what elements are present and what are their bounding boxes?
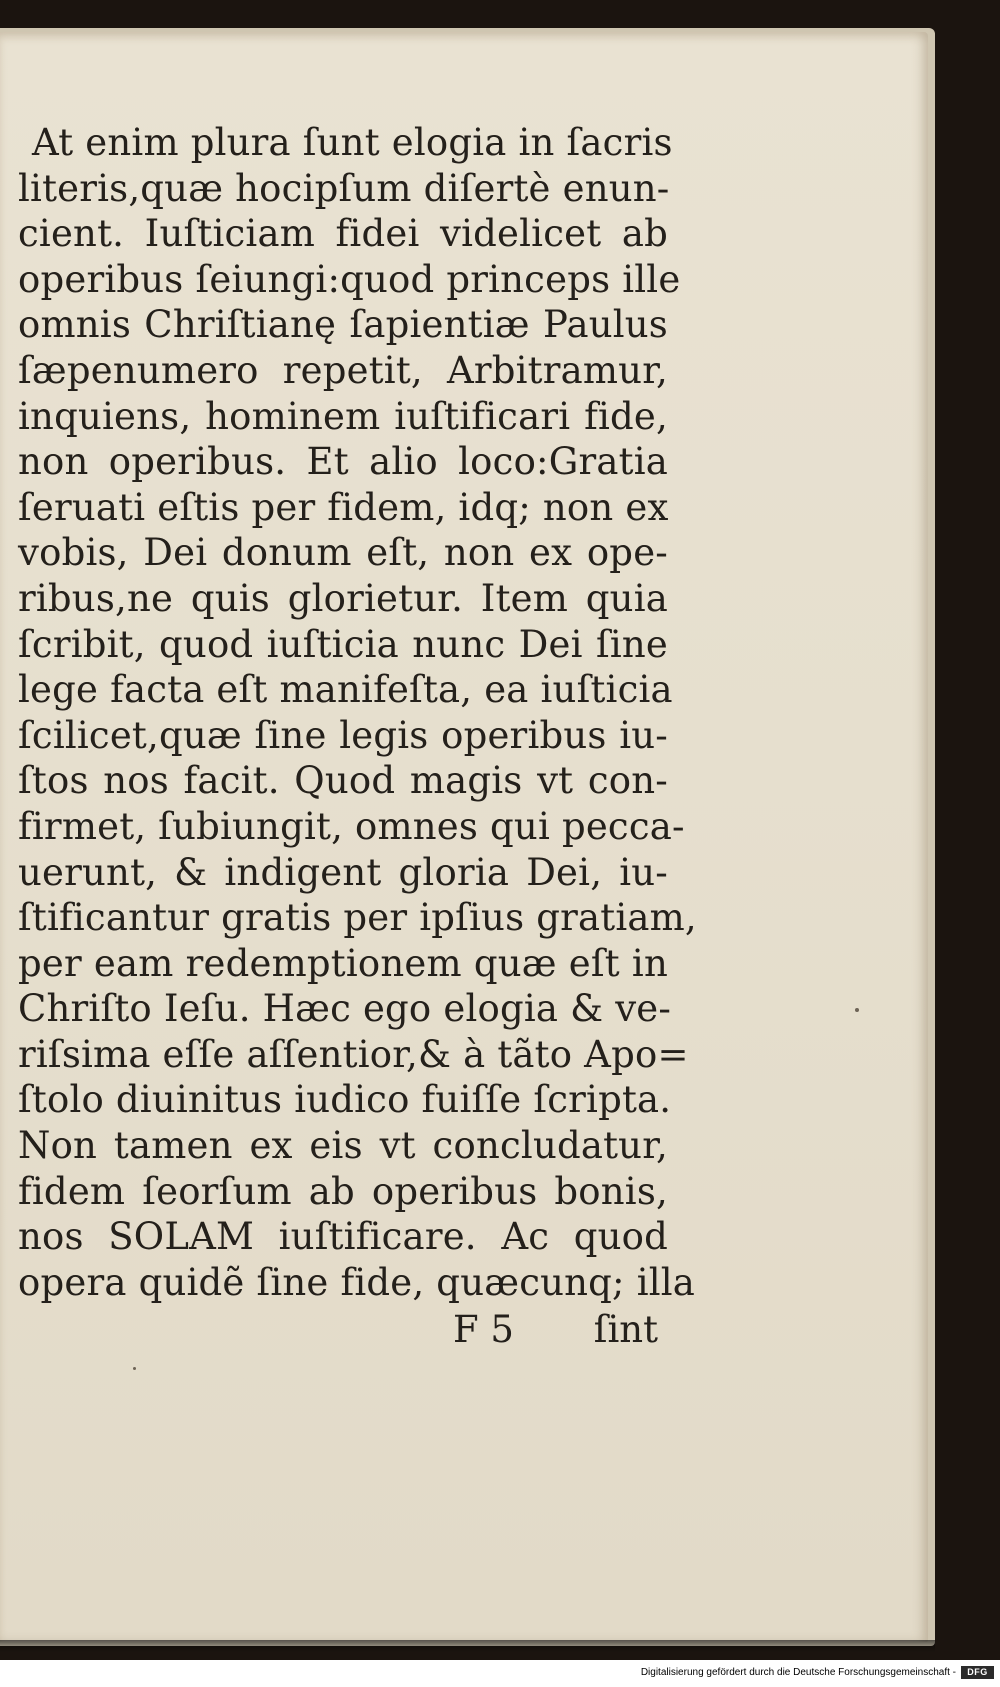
dfg-logo: DFG (961, 1666, 994, 1679)
text-line: Non tamen ex eis vt concludatur, (18, 1124, 668, 1168)
text-line: ſtos nos facit. Quod magis vt con- (18, 759, 668, 803)
text-line: Chriſto Ieſu. Hæc ego elogia & ve- (18, 987, 672, 1031)
text-line: ſcilicet,quæ ſine legis operibus iu- (18, 713, 668, 757)
text-line: lege facta eſt manifeſta, ea iuſticia (18, 668, 673, 712)
text-line: non operibus. Et alio loco:Gratia (18, 440, 668, 484)
text-line: riſsima eſſe aſſentior,& à tãto Apo= (18, 1032, 689, 1076)
text-line: opera quidẽ ſine fide, quæcunq; illa (18, 1260, 696, 1304)
signature-mark: F 5 (453, 1308, 514, 1351)
text-line: operibus ſeiungi:quod princeps ille (18, 257, 681, 301)
text-line: omnis Chriſtianę ſapientiæ Paulus (18, 303, 668, 347)
text-line: uerunt, & indigent gloria Dei, iu- (18, 850, 668, 894)
catchword: ſint (593, 1308, 658, 1351)
text-line: literis,quæ hocipſum diſertè enun- (18, 166, 670, 210)
text-line: ſtificantur gratis per ipſius gratiam, (18, 896, 697, 940)
text-line: per eam redemptionem quæ eſt in (18, 941, 668, 985)
page-shadow (0, 1640, 935, 1652)
paper-speck (855, 1008, 859, 1012)
footer-credit: Digitalisierung gefördert durch die Deutsche Forschungsgemeinschaft - (640, 1667, 956, 1678)
digitization-footer (0, 1660, 1000, 1687)
text-line: ribus,ne quis glorietur. Item quia (18, 576, 668, 620)
text-line: cient. Iuſticiam fidei videlicet ab (18, 212, 668, 256)
text-line: ſeruati eſtis per fidem, idq; non ex (18, 485, 669, 529)
text-line: firmet, ſubiungit, omnes qui pecca- (18, 804, 685, 848)
text-line: ſæpenumero repetit, Arbitramur, (18, 348, 668, 392)
signature-line (18, 1307, 668, 1352)
text-line: inquiens, hominem iuſtificari fide, (18, 394, 668, 438)
body-text (18, 120, 697, 1305)
text-line: vobis, Dei donum eſt, non ex ope- (18, 531, 668, 575)
text-line: At enim plura ſunt elogia in ſacris (32, 121, 673, 164)
text-line: ſcribit, quod iuſticia nunc Dei ſine (18, 622, 668, 666)
paper-speck (133, 1367, 136, 1370)
text-line: fidem ſeorſum ab operibus bonis, (18, 1169, 668, 1213)
text-line: nos SOLAM iuſtificare. Ac quod (18, 1215, 668, 1259)
text-line: ſtolo diuinitus iudico fuiſſe ſcripta. (18, 1078, 672, 1122)
